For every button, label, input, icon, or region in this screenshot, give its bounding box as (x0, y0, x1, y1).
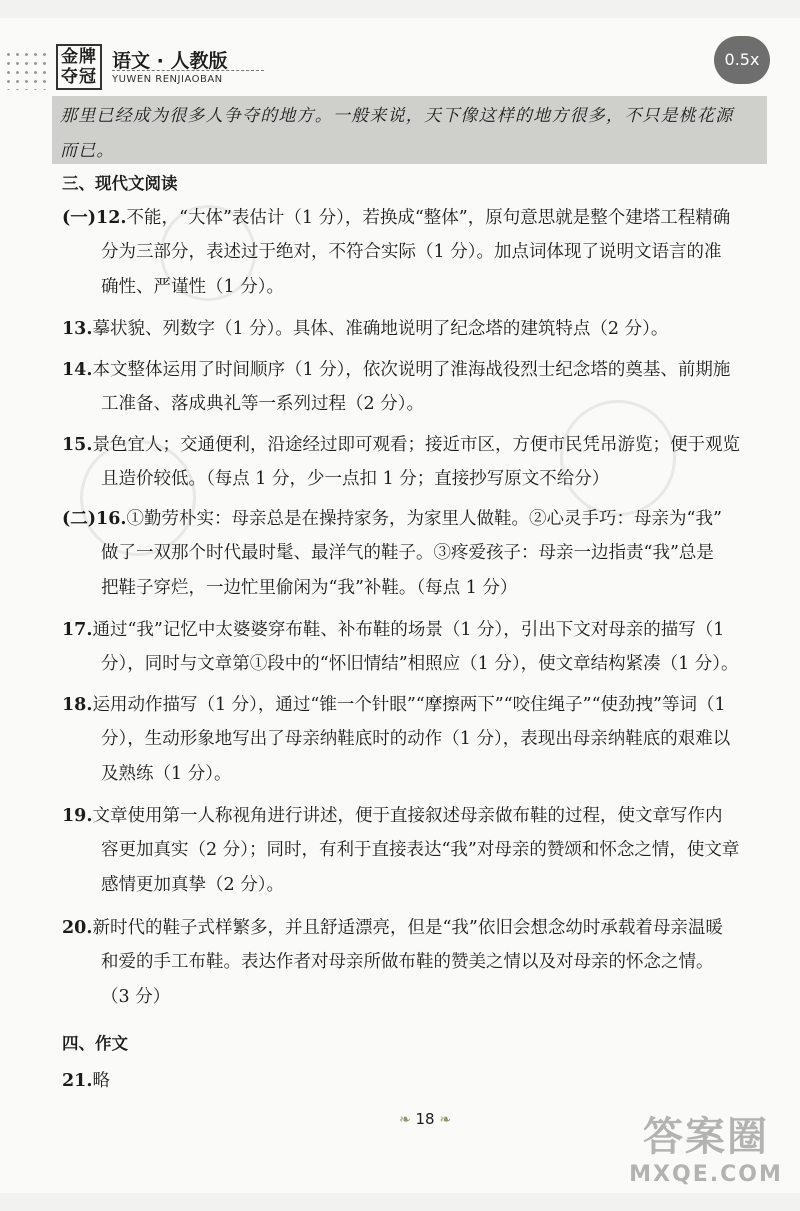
logo-line-2: 夺冠 (61, 67, 97, 87)
answer-17: 17.通过“我”记忆中太婆婆穿布鞋、补布鞋的场景（1 分），引出下文对母亲的描写（1 (62, 620, 725, 640)
subject-pinyin: YUWEN RENJIAOBAN (112, 74, 223, 85)
subject-title: 语文 · 人教版 (112, 50, 228, 72)
answer-12-line-2: 分为三部分，表述过于绝对，不符合实际（1 分）。加点词体现了说明文语言的准 (101, 242, 722, 262)
header-divider (112, 70, 264, 71)
stamp-watermark (560, 400, 676, 516)
section-title-modern-reading: 三、现代文阅读 (62, 174, 178, 193)
answer-19-line-2: 容更加真实（2 分）；同时，有利于直接表达“我”对母亲的赞颂和怀念之情，使文章 (101, 840, 740, 860)
answer-15-line-2: 且造价较低。（每点 1 分，少一点扣 1 分；直接抄写原文不给分） (101, 469, 610, 489)
answer-18: 18.运用动作描写（1 分），通过“锥一个针眼”“摩擦两下”“咬住绳子”“使劲拽”等词（1 (62, 695, 726, 715)
watermark-sub-text: MXQE.COM (629, 1162, 783, 1187)
header-dots-decoration (4, 50, 48, 90)
answer-12: (一)12.不能，“大体”表估计（1 分），若换成“整体”，原句意思就是整个建塔工程精确 (62, 208, 731, 228)
answer-18-line-3: 及熟练（1 分）。 (101, 764, 232, 784)
site-watermark (616, 1112, 796, 1202)
answer-13: 13.摹状貌、列数字（1 分）。具体、准确地说明了纪念塔的建筑特点（2 分）。 (62, 319, 669, 339)
page-number (390, 1110, 460, 1128)
answer-16: (二)16.①勤劳朴实：母亲总是在操持家务，为家里人做鞋。②心灵手巧：母亲为“我” (62, 509, 722, 529)
answer-20: 20.新时代的鞋子式样繁多，并且舒适漂亮，但是“我”依旧会想念幼时承载着母亲温暖 (62, 918, 723, 938)
answer-19-line-3: 感情更加真挚（2 分）。 (101, 875, 284, 895)
leaf-icon: ❧ (398, 1112, 411, 1128)
answer-19: 19.文章使用第一人称视角进行讲述，便于直接叙述母亲做布鞋的过程，使文章写作内 (62, 806, 723, 826)
stamp-watermark (80, 440, 196, 556)
answer-16-line-3: 把鞋子穿烂，一边忙里偷闲为“我”补鞋。（每点 1 分） (101, 578, 518, 598)
answer-12-line-3: 确性、严谨性（1 分）。 (101, 277, 284, 297)
watermark-main-text: 答案圈 (643, 1114, 769, 1160)
answer-16-line-2: 做了一双那个时代最时髦、最洋气的鞋子。③疼爱孩子：母亲一边指责“我”总是 (101, 543, 714, 563)
page-number-text: 18 (415, 1110, 435, 1128)
logo-line-1: 金牌 (61, 47, 97, 67)
highlight-line-1: 那里已经成为很多人争夺的地方。一般来说，天下像这样的地方很多，不只是桃花源 (60, 106, 734, 126)
answer-18-line-2: 分），生动形象地写出了母亲纳鞋底时的动作（1 分），表现出母亲纳鞋底的艰难以 (101, 729, 731, 749)
answer-21: 21.略 (62, 1071, 110, 1091)
answer-15: 15.景色宜人；交通便利，沿途经过即可观看；接近市区，方便市民凭吊游览；便于观览 (62, 435, 740, 455)
brand-logo (56, 44, 102, 90)
highlight-line-2: 而已。 (60, 141, 115, 161)
answer-14-line-2: 工准备、落成典礼等一系列过程（2 分）。 (101, 394, 424, 414)
answer-20-line-3: （3 分） (101, 987, 171, 1007)
zoom-level-button[interactable]: 0.5x (714, 36, 770, 84)
answer-20-line-2: 和爱的手工布鞋。表达作者对母亲所做布鞋的赞美之情以及对母亲的怀念之情。 (101, 952, 714, 972)
leaf-icon: ❧ (439, 1112, 452, 1128)
answer-17-line-2: 分），同时与文章第①段中的“怀旧情结”相照应（1 分），使文章结构紧凑（1 分）。 (101, 654, 739, 674)
section-title-composition: 四、作文 (62, 1034, 128, 1053)
answer-14: 14.本文整体运用了时间顺序（1 分），依次说明了淮海战役烈士纪念塔的奠基、前期施 (62, 360, 731, 380)
